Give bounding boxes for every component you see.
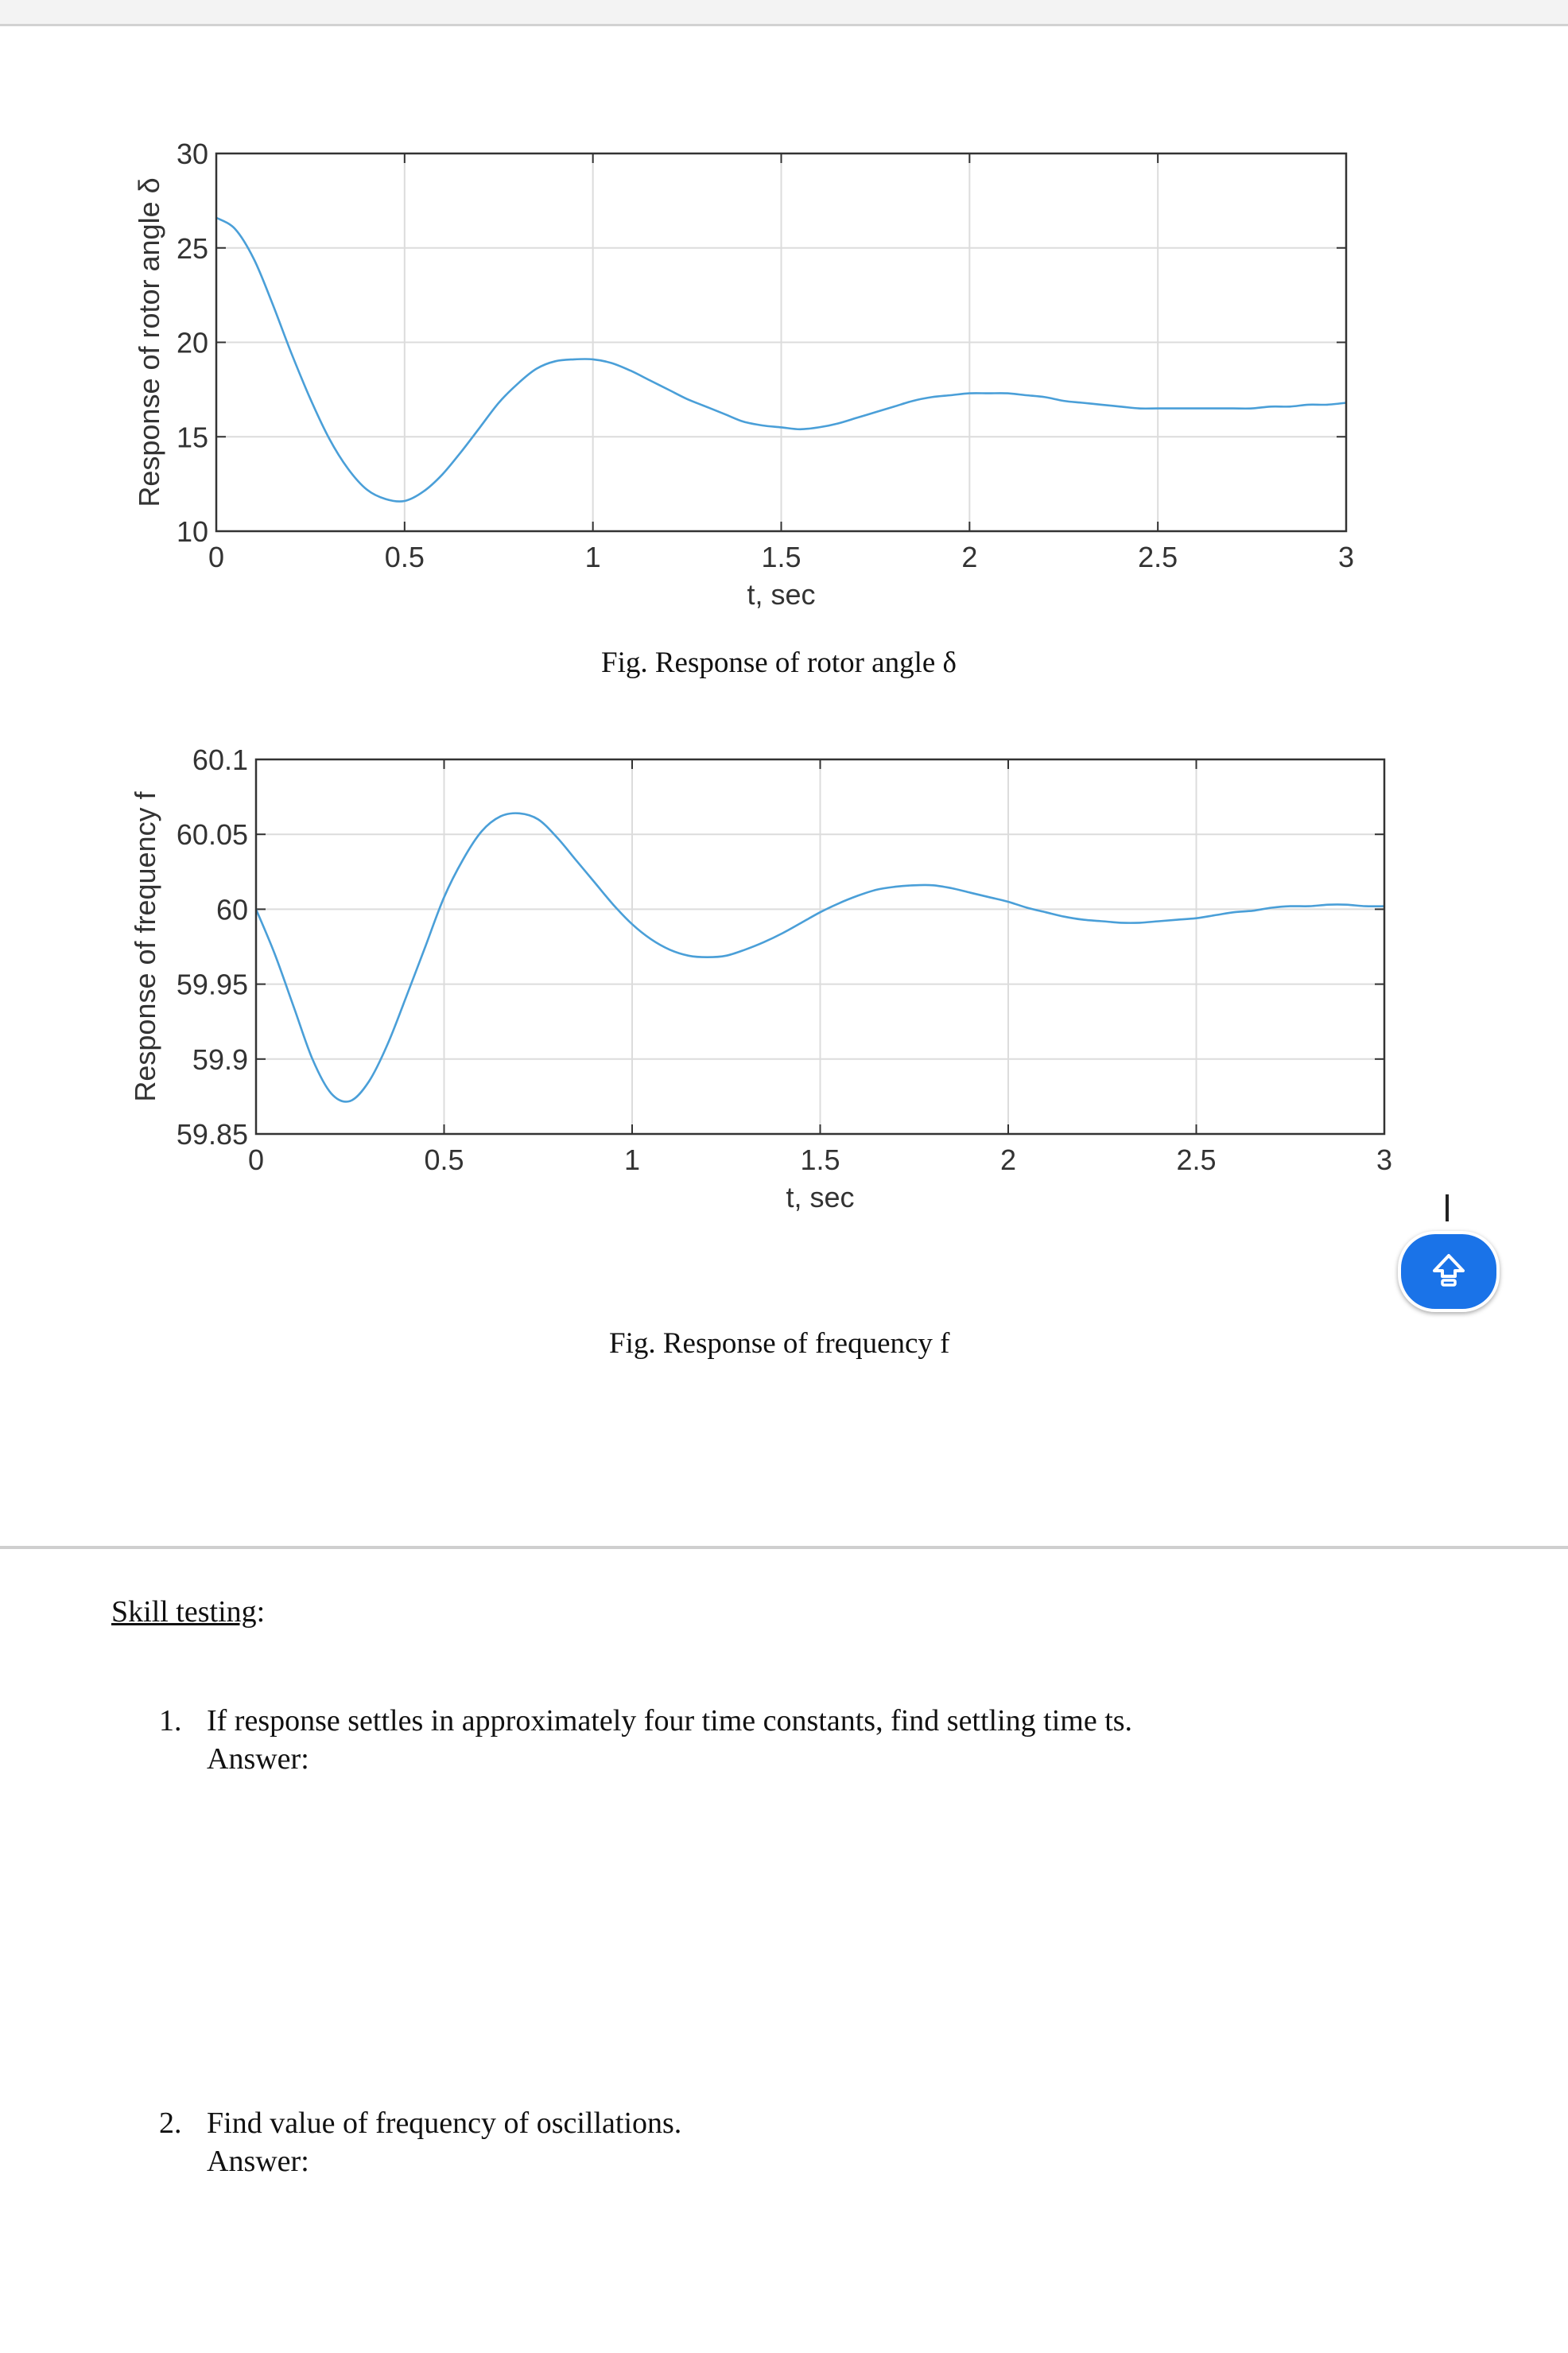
y-tick-label: 60.05 [176, 818, 248, 852]
x-tick-label: 1 [623, 1143, 641, 1176]
frequency-tick-labels [177, 744, 1392, 1176]
rotor-angle-tick-labels [177, 138, 1354, 573]
x-tick-label: 1.5 [761, 541, 801, 573]
y-tick-label: 59.85 [176, 1118, 248, 1151]
y-tick-label: 60 [215, 893, 248, 926]
y-tick-label: 59.9 [192, 1043, 248, 1076]
y-tick-label: 60.1 [192, 744, 248, 776]
figure-2-caption: Fig. Response of frequency f [609, 1327, 950, 1360]
skill-testing-heading [111, 1594, 265, 1629]
rotor-angle-y-axis-label: Response of rotor angle δ [133, 177, 165, 507]
x-tick-label: 2.5 [1176, 1143, 1217, 1176]
y-tick-label: 20 [176, 326, 208, 359]
rotor-angle-grid [216, 153, 1346, 531]
top-toolbar-strip [0, 0, 1568, 26]
upload-floating-button[interactable] [1398, 1231, 1500, 1312]
rotor-angle-x-axis-label: t, sec [747, 578, 816, 611]
y-tick-label: 10 [176, 515, 208, 548]
x-tick-label: 0 [247, 1143, 265, 1176]
x-tick-label: 2 [961, 541, 978, 573]
frequency-chart [0, 732, 1568, 1225]
y-tick-label: 59.95 [176, 968, 248, 1001]
skill-testing-title: Skill testing [111, 1595, 257, 1629]
y-tick-label: 15 [176, 421, 208, 454]
x-tick-label: 3 [1376, 1143, 1393, 1176]
skill-testing-colon: : [256, 1595, 266, 1629]
figure-1-caption: Fig. Response of rotor angle δ [601, 646, 957, 679]
frequency-y-axis-label: Response of frequency f [129, 791, 161, 1102]
x-tick-label: 0.5 [384, 541, 425, 573]
text-cursor-indicator [1446, 1194, 1449, 1221]
x-tick-label: 0 [208, 541, 225, 573]
question-1-number: 1. [159, 1704, 182, 1738]
y-tick-label: 30 [176, 138, 208, 170]
upload-icon [1428, 1249, 1469, 1295]
question-1 [159, 1702, 1132, 1778]
x-tick-label: 1 [584, 541, 601, 573]
x-tick-label: 2 [999, 1143, 1017, 1176]
x-tick-label: 0.5 [424, 1143, 464, 1176]
y-tick-label: 25 [176, 231, 208, 265]
question-2-answer-label: Answer: [207, 2145, 309, 2178]
frequency-x-axis-label: t, sec [786, 1181, 855, 1213]
question-2 [159, 2104, 681, 2180]
x-tick-label: 3 [1337, 541, 1355, 573]
question-2-number: 2. [159, 2106, 182, 2140]
section-divider [0, 1546, 1568, 1549]
question-1-answer-label: Answer: [207, 1742, 309, 1776]
question-1-text: If response settles in approximately four time constants, find settling time ts. [207, 1704, 1133, 1738]
rotor-angle-chart [0, 127, 1568, 620]
question-2-text: Find value of frequency of oscillations. [207, 2106, 682, 2140]
x-tick-label: 2.5 [1138, 541, 1178, 573]
x-tick-label: 1.5 [800, 1143, 840, 1176]
